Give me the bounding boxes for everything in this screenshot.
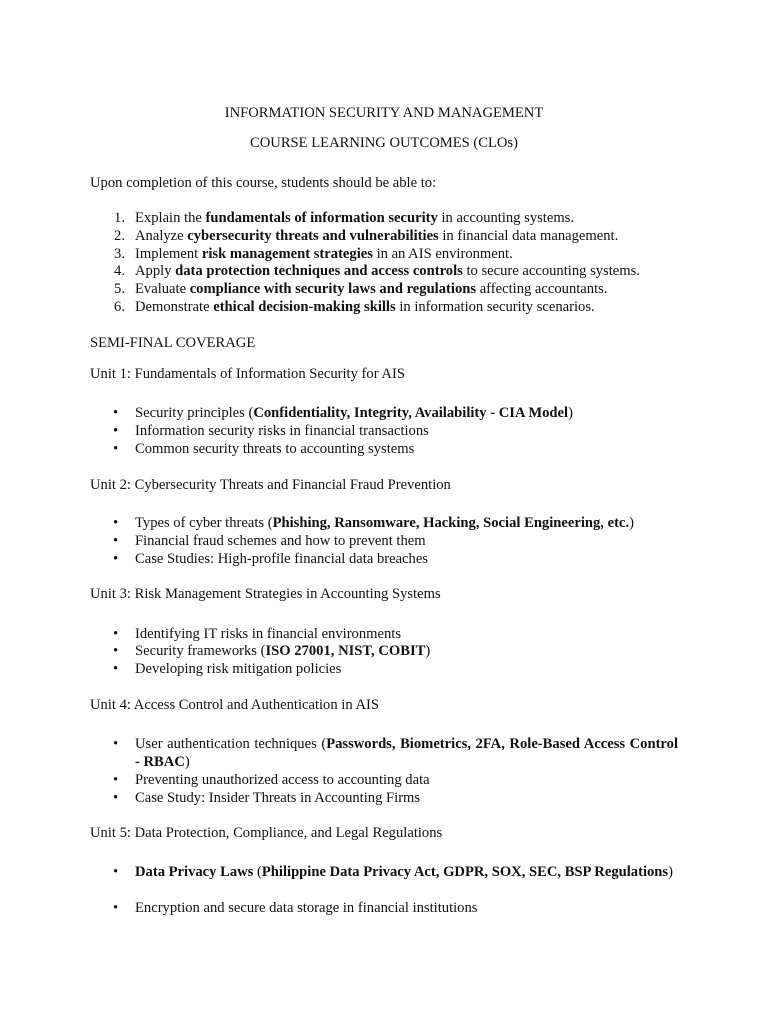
unit-title: Unit 3: Risk Management Strategies in Accounting Systems xyxy=(90,586,441,602)
list-item: Information security risks in financial transactions xyxy=(135,423,429,439)
list-item: Developing risk mitigation policies xyxy=(135,661,342,677)
clo-number: 5. xyxy=(114,281,125,297)
list-item: Case Studies: High-profile financial data breaches xyxy=(135,551,428,567)
document-subtitle: COURSE LEARNING OUTCOMES (CLOs) xyxy=(250,135,518,151)
unit-title: Unit 5: Data Protection, Compliance, and Legal Regulations xyxy=(90,825,443,841)
list-item: Identifying IT risks in financial environments xyxy=(135,626,402,642)
coverage-heading: SEMI-FINAL COVERAGE xyxy=(90,335,256,351)
clo-number: 1. xyxy=(114,210,125,226)
clo-item: Evaluate compliance with security laws and regulations affecting accountants. xyxy=(135,281,608,297)
intro-text: Upon completion of this course, students should be able to: xyxy=(90,175,437,191)
bullet-icon: • xyxy=(113,551,119,567)
bullet-icon: • xyxy=(113,772,119,788)
clo-number: 4. xyxy=(114,263,125,279)
list-item: Data Privacy Laws (Philippine Data Privacy Act, GDPR, SOX, SEC, BSP Regulations) xyxy=(135,864,673,880)
document-title: INFORMATION SECURITY AND MANAGEMENT xyxy=(224,105,544,121)
clo-item: Implement risk management strategies in an AIS environment. xyxy=(135,246,513,262)
list-item: Financial fraud schemes and how to prevent them xyxy=(135,533,426,549)
bullet-icon: • xyxy=(113,643,119,659)
list-item: Security frameworks (ISO 27001, NIST, COBIT) xyxy=(135,643,431,659)
bullet-icon: • xyxy=(113,790,119,806)
unit-title: Unit 4: Access Control and Authentication in AIS xyxy=(90,697,380,713)
bullet-icon: • xyxy=(113,423,119,439)
list-item: Preventing unauthorized access to accounting data xyxy=(135,772,430,788)
clo-item: Apply data protection techniques and access controls to secure accounting systems. xyxy=(135,263,640,279)
unit-title: Unit 2: Cybersecurity Threats and Financial Fraud Prevention xyxy=(90,477,451,493)
list-item: Security principles (Confidentiality, Integrity, Availability - CIA Model) xyxy=(135,405,573,421)
unit-title: Unit 1: Fundamentals of Information Security for AIS xyxy=(90,366,405,382)
list-item: Encryption and secure data storage in financial institutions xyxy=(135,900,478,916)
bullet-icon: • xyxy=(113,626,119,642)
clo-number: 3. xyxy=(114,246,125,262)
clo-item: Analyze cybersecurity threats and vulnerabilities in financial data management. xyxy=(135,228,619,244)
clo-item: Explain the fundamentals of information security in accounting systems. xyxy=(135,210,575,226)
bullet-icon: • xyxy=(113,661,119,677)
bullet-icon: • xyxy=(113,736,119,752)
list-item: Types of cyber threats (Phishing, Ransomware, Hacking, Social Engineering, etc.) xyxy=(135,515,634,531)
list-item: Case Study: Insider Threats in Accounting Firms xyxy=(135,790,421,806)
bullet-icon: • xyxy=(113,441,119,457)
list-item: User authentication techniques (Passwords, Biometrics, 2FA, Role-Based Access Control - RBAC) xyxy=(135,736,678,770)
clo-number: 6. xyxy=(114,299,125,315)
bullet-icon: • xyxy=(113,900,119,916)
bullet-icon: • xyxy=(113,864,119,880)
bullet-icon: • xyxy=(113,515,119,531)
clo-item: Demonstrate ethical decision-making skills in information security scenarios. xyxy=(135,299,595,315)
list-item: Common security threats to accounting systems xyxy=(135,441,415,457)
bullet-icon: • xyxy=(113,533,119,549)
bullet-icon: • xyxy=(113,405,119,421)
clo-number: 2. xyxy=(114,228,125,244)
